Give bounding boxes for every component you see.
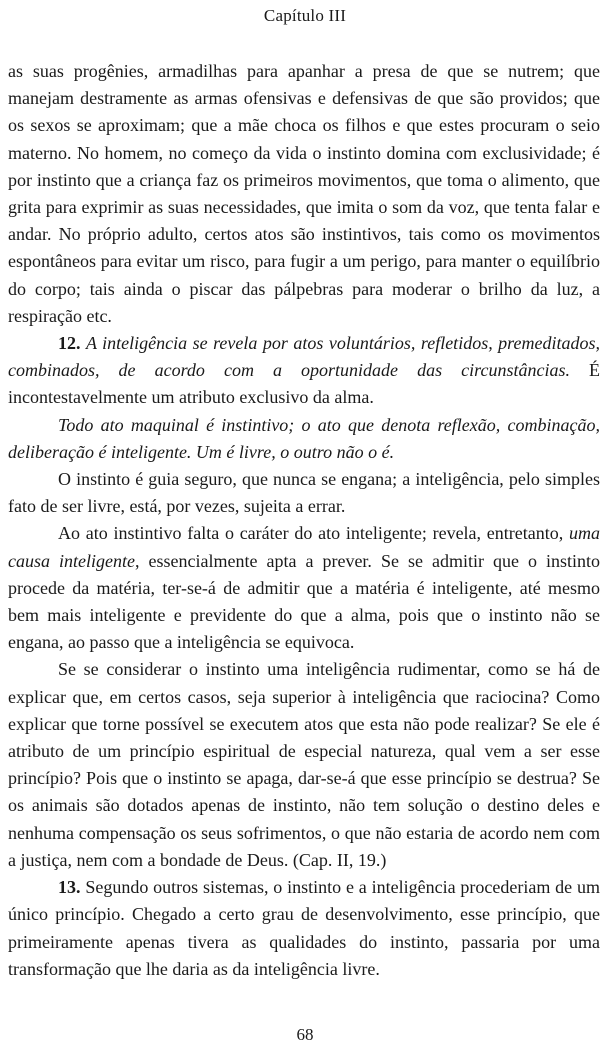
section-number-12: 12.: [58, 333, 81, 354]
paragraph-12-italic: A inteligência se revela por atos voluntários, refletidos, premeditados, combinados, de acordo com a oportunidade das circunstâncias.: [8, 333, 601, 381]
instinctive-act-pre: Ao ato instintivo falta o caráter do ato inteligente; revela, entretanto,: [58, 523, 564, 544]
section-number-13: 13.: [58, 877, 81, 898]
paragraph-italic-maxim: [8, 412, 600, 466]
intelligent-cause-italic: uma causa inteligente: [8, 523, 601, 571]
instinctive-act-text: , essencialmente apta a prever. Se se admitir que o instinto procede da matéria, ter-se-á de admitir que a matéria é inteligente, até mesmo bem mais inteligente e previdente do que a alma, pois que o instinto não se engana, ao passo que a inteligência se equivoca.: [8, 550, 600, 653]
paragraph-12-text: É incontestavelmente um atributo exclusivo da alma.: [8, 360, 600, 408]
page-number: 68: [296, 1025, 314, 1044]
paragraph-12: [8, 330, 600, 412]
paragraph-1: [8, 58, 600, 330]
rudimentary-text: Se se considerar o instinto uma inteligência rudimentar, como se há de explicar que, em certos casos, seja superior à inteligência que raciocina? Como explicar que torne possível se executem atos que esta não pode realizar? Se ele é atributo de um princípio espiritual de especial natureza, qual vem a ser esse princípio? Pois que o instinto se apaga, dar-se-á que esse princípio se destrua? Se os animais são dotados apenas de instinto, não tem solução o destino deles e nenhuma compensação os seus sofrimentos, o que não estaria de acordo nem com a justiça, nem com a bondade de Deus. (Cap. II, 19.): [8, 659, 600, 870]
paragraph-instinctive-act: [8, 520, 600, 656]
paragraph-rudimentary: [8, 656, 600, 874]
paragraph-13: [8, 874, 600, 983]
paragraph-instinct-guide: [8, 466, 600, 520]
instinct-guide-text: O instinto é guia seguro, que nunca se engana; a inteligência, pelo simples fato de ser livre, está, por vezes, sujeita a errar.: [8, 469, 600, 517]
page-body: [8, 58, 600, 983]
maxim-italic: Todo ato maquinal é instintivo; o ato que denota reflexão, combinação, deliberação é inteligente. Um é livre, o outro não o é.: [8, 414, 600, 462]
paragraph-13-text: Segundo outros sistemas, o instinto e a inteligência procederiam de um único princípio. Chegado a certo grau de desenvolvimento, esse princípio, que primeiramente apenas tivera as qualidades do instinto, passaria por uma transformação que lhe daria as da inteligência livre.: [8, 877, 600, 979]
paragraph-1-text: as suas progênies, armadilhas para apanhar a presa de que se nutrem; que manejam destramente as armas ofensivas e defensivas de que são providos; que os sexos se aproximam; que a mãe choca os filhos e que estes procuram o seio materno. No homem, no começo da vida o instinto domina com exclusividade; é por instinto que a criança faz os primeiros movimentos, que toma o alimento, que grita para exprimir as suas necessidades, que imita o som da voz, que tenta falar e andar. No próprio adulto, certos atos são instintivos, tais como os movimentos espontâneos para evitar um risco, para fugir a um perigo, para manter o equilíbrio do corpo; tais ainda o piscar das pálpebras para moderar o brilho da luz, a respiração etc.: [8, 61, 600, 326]
chapter-header: Capítulo III: [263, 6, 347, 25]
